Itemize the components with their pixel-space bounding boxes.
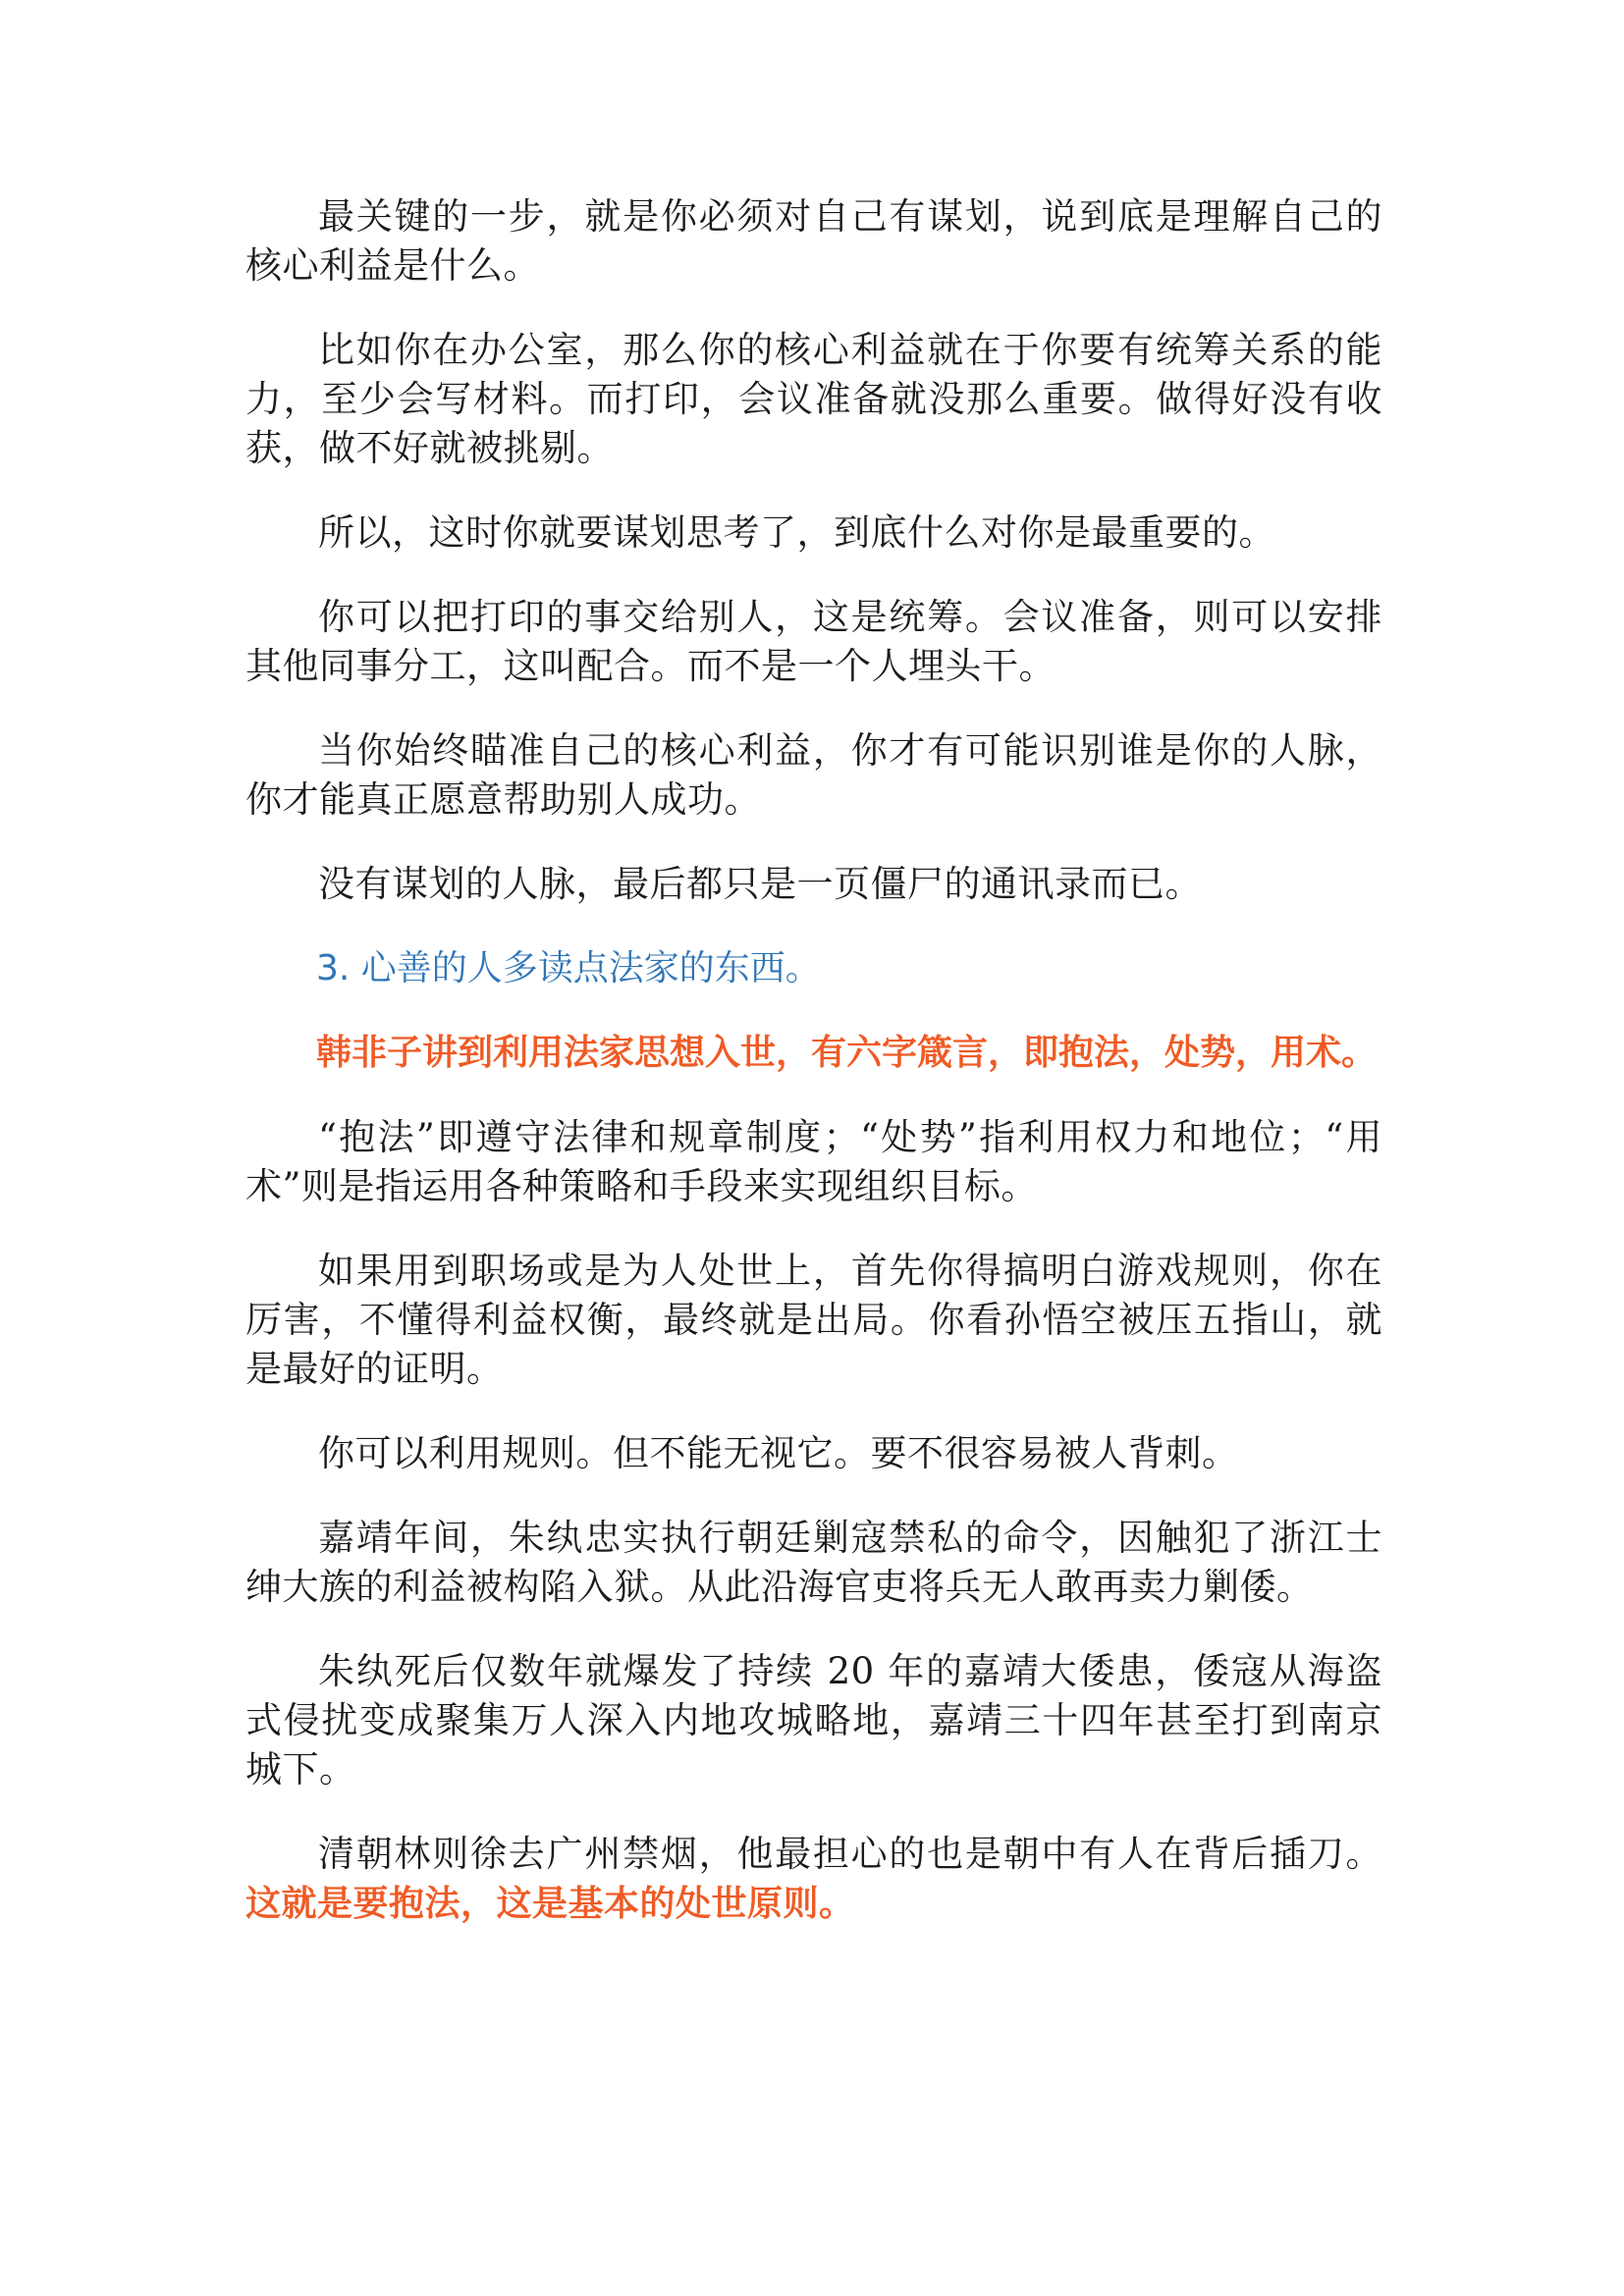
paragraph-think-priority: 所以，这时你就要谋划思考了，到底什么对你是最重要的。 (318, 511, 1275, 554)
paragraph-network: 当你始终瞄准自己的核心利益，你才有可能识别谁是你的人脉，你才能真正愿意帮助别人成功。 (245, 729, 1382, 821)
paragraph-game-rules: 如果用到职场或是为人处世上，首先你得搞明白游戏规则，你在厉害，不懂得利益权衡，最终就是出局。你看孙悟空被压五指山，就是最好的证明。 (245, 1250, 1382, 1390)
paragraph-wokou: 朱纨死后仅数年就爆发了持续 20 年的嘉靖大倭患，倭寇从海盗式侵扰变成聚集万人深入内地攻城略地，嘉靖三十四年甚至打到南京城下。 (245, 1650, 1382, 1790)
paragraph-use-rules: 你可以利用规则。但不能无视它。要不很容易被人背刺。 (318, 1432, 1239, 1474)
emphasis-principle: 这就是要抱法，这是基本的处世原则。 (245, 1884, 855, 1924)
paragraph-core-interest: 最关键的一步，就是你必须对自己有谋划，说到底是理解自己的核心利益是什么。 (245, 195, 1382, 287)
paragraph-jiajing-zhuwan: 嘉靖年间，朱纨忠实执行朝廷剿寇禁私的命令，因触犯了浙江士绅大族的利益被构陷入狱。从此沿海官吏将兵无人敢再卖力剿倭。 (245, 1517, 1382, 1608)
paragraph-contacts: 没有谋划的人脉，最后都只是一页僵尸的通讯录而已。 (318, 863, 1202, 905)
paragraph-lin-zexu (245, 1830, 1382, 1929)
document-body (245, 192, 1382, 1964)
lin-zexu-text: 清朝林则徐去广州禁烟，他最担心的也是朝中有人在背后插刀。 (318, 1833, 1382, 1875)
paragraph-office-example: 比如你在办公室，那么你的核心利益就在于你要有统筹关系的能力，至少会写材料。而打印，会议准备就没那么重要。做得好没有收获，做不好就被挑剔。 (245, 329, 1382, 469)
paragraph-delegate: 你可以把打印的事交给别人，这是统筹。会议准备，则可以安排其他同事分工，这叫配合。而不是一个人埋头干。 (245, 596, 1382, 687)
emphasis-han-feizi: 韩非子讲到利用法家思想入世，有六字箴言，即抱法，处势，用术。 (316, 1033, 1378, 1073)
section-heading-3: 3. 心善的人多读点法家的东西。 (316, 948, 821, 988)
paragraph-definitions: “抱法”即遵守法律和规章制度；“处势”指利用权力和地位；“用术”则是指运用各种策略和手段来实现组织目标。 (245, 1116, 1382, 1207)
